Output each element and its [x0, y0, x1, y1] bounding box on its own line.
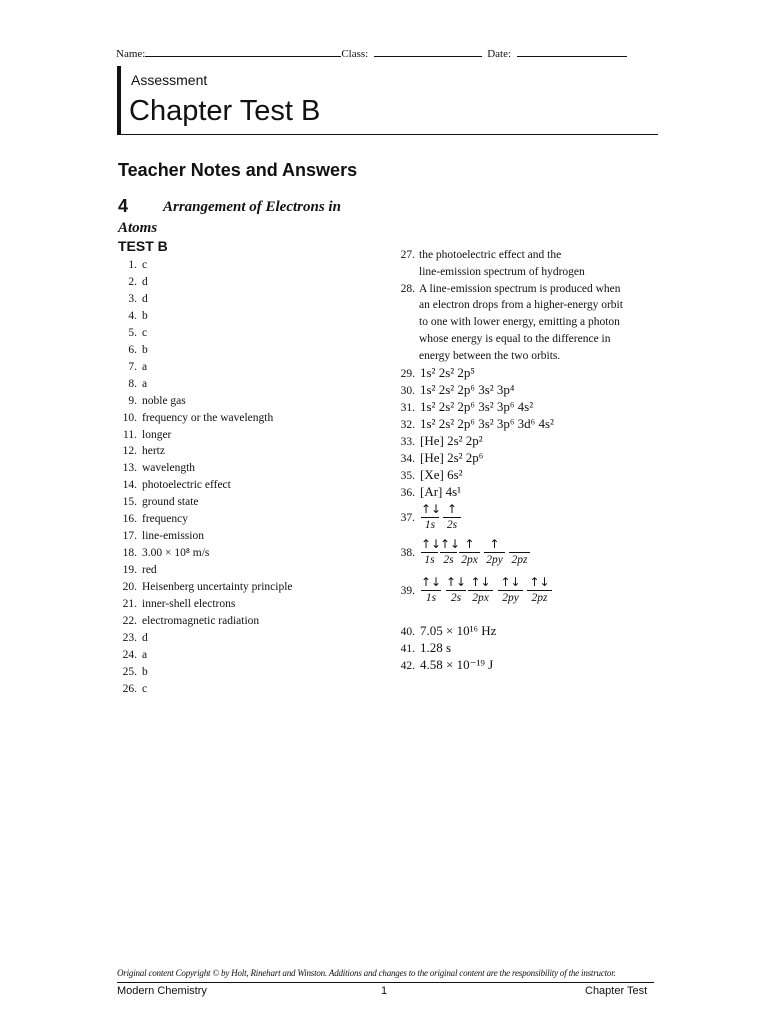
- answer-item: [118, 648, 147, 662]
- answer-text: d: [142, 275, 148, 288]
- answer-line: to one with lower energy, emitting a photon: [419, 316, 620, 329]
- answer-number: 32.: [400, 419, 415, 431]
- chapter-title: Arrangement of Electrons in: [163, 199, 341, 215]
- orbital-box: [459, 537, 480, 568]
- answer-number: 8.: [128, 377, 137, 390]
- answer-text: red: [142, 564, 157, 577]
- answer-number: 18.: [122, 547, 137, 560]
- answer-item: [397, 248, 420, 262]
- answer-number: 16.: [122, 513, 137, 526]
- answer-text: 4.58 × 10⁻¹⁹ J: [420, 657, 494, 672]
- answer-text: c: [142, 259, 148, 271]
- answer-number: 28.: [400, 282, 415, 295]
- copyright-note: Original content Copyright © by Holt, Rinehart and Winston. Additions and changes to the original content are the responsibility of the instructor.: [117, 968, 616, 978]
- answer-item: [118, 631, 148, 645]
- answer-number: 27.: [400, 249, 415, 261]
- electron-arrows: ↑↓: [468, 575, 493, 591]
- title-block: [117, 66, 658, 135]
- answer-number: 12.: [122, 445, 137, 458]
- assessment-label: Assessment: [131, 72, 208, 88]
- answer-item: [397, 383, 514, 398]
- answer-item: [397, 468, 463, 483]
- orbital-label: 1s: [424, 519, 436, 531]
- footer-book-title: Modern Chemistry: [117, 985, 207, 997]
- answer-number: 37.: [400, 512, 415, 524]
- answer-text: a: [142, 648, 148, 661]
- answer-item: [118, 377, 147, 391]
- answer-item: [118, 343, 148, 357]
- answer-text: noble gas: [142, 394, 186, 407]
- orbital-label: 2pz: [531, 592, 548, 604]
- electron-configuration: [He] 2s² 2p⁶: [420, 450, 484, 465]
- orbital-box: [527, 575, 552, 606]
- answer-text: d: [142, 292, 148, 305]
- orbital-label: 2s: [446, 519, 458, 531]
- electron-arrows: ↑↓: [440, 537, 461, 551]
- answer-item: [118, 495, 199, 509]
- electron-configuration: 1s² 2s² 2p⁶ 3s² 3p⁶ 3d⁶ 4s²: [420, 416, 554, 431]
- footer-page-number: 1: [381, 985, 388, 997]
- orbital-box: [509, 537, 530, 568]
- chapter-number: 4: [118, 196, 129, 216]
- answer-text: photoelectric effect: [142, 479, 231, 492]
- answer-item: [118, 444, 165, 458]
- answer-text: ground state: [142, 496, 199, 509]
- answer-number: 10.: [122, 411, 137, 424]
- answer-item: [118, 597, 235, 611]
- answer-item: [118, 546, 209, 560]
- electron-configuration: 1s² 2s² 2p⁵: [420, 365, 475, 380]
- answer-text: frequency or the wavelength: [142, 411, 274, 424]
- answer-item: [397, 546, 420, 560]
- class-label: Class:: [341, 48, 369, 60]
- answer-item: [118, 394, 186, 408]
- answer-item: [118, 428, 171, 442]
- footer-doc-type: Chapter Test: [585, 985, 648, 997]
- page-title: Chapter Test B: [129, 95, 321, 127]
- answer-item: [118, 563, 157, 577]
- answer-number: 31.: [400, 402, 415, 414]
- answer-number: 6.: [128, 343, 137, 356]
- answer-number: 5.: [128, 326, 137, 339]
- orbital-box: [440, 537, 461, 568]
- answer-item: [118, 614, 259, 628]
- answer-number: 13.: [122, 462, 137, 475]
- orbital-box: [421, 537, 442, 568]
- electron-arrows: [509, 537, 530, 553]
- answer-number: 26.: [122, 682, 137, 695]
- answer-item: [118, 258, 147, 272]
- answer-item: [397, 658, 493, 673]
- answer-line: A line-emission spectrum is produced when: [419, 282, 621, 295]
- orbital-box: [484, 537, 505, 568]
- electron-arrows: ↑↓: [446, 575, 467, 589]
- answer-number: 25.: [122, 665, 137, 678]
- answer-item: [118, 309, 148, 323]
- answer-item: [118, 292, 148, 306]
- answer-item: [118, 512, 188, 526]
- answer-item: [118, 326, 147, 340]
- orbital-label: 2py: [486, 554, 503, 566]
- electron-configuration: 1s² 2s² 2p⁶ 3s² 3p⁶ 4s²: [420, 399, 534, 414]
- orbital-box: [446, 575, 466, 606]
- answer-number: 33.: [400, 436, 415, 448]
- answer-item: [397, 451, 483, 466]
- answer-item: [118, 360, 147, 374]
- answer-item: [118, 275, 148, 289]
- answer-text: line-emission: [142, 530, 204, 543]
- class-blank[interactable]: [374, 46, 482, 57]
- answer-text: 3.00 × 10⁸ m/s: [142, 547, 210, 560]
- answer-line: energy between the two orbits.: [419, 349, 561, 362]
- answer-number: 24.: [122, 648, 137, 661]
- answer-item: [397, 584, 420, 598]
- test-label: TEST B: [118, 238, 168, 254]
- answer-number: 42.: [400, 660, 415, 672]
- electron-arrows: ↑: [443, 502, 461, 518]
- answer-text: wavelength: [142, 462, 196, 475]
- orbital-label: 2s: [450, 592, 462, 604]
- answer-number: 2.: [128, 275, 137, 288]
- answer-text: c: [142, 326, 148, 339]
- answer-line: an electron drops from a higher-energy orbit: [419, 299, 623, 312]
- answer-text: 1.28 s: [420, 640, 452, 655]
- orbital-label: 2px: [472, 592, 489, 604]
- answer-number: 22.: [122, 614, 137, 627]
- electron-configuration: 1s² 2s² 2p⁶ 3s² 3p⁴: [420, 382, 515, 397]
- answer-text: c: [142, 682, 148, 695]
- answer-text: hertz: [142, 445, 165, 458]
- answer-item: [118, 411, 273, 425]
- answer-number: 40.: [400, 626, 415, 638]
- electron-arrows: ↑↓: [527, 575, 552, 591]
- electron-configuration: [Ar] 4s¹: [420, 484, 462, 499]
- electron-configuration: [He] 2s² 2p²: [420, 433, 483, 448]
- electron-arrows: ↑: [484, 537, 505, 553]
- electron-arrows: ↑↓: [421, 575, 442, 589]
- answer-text: frequency: [142, 513, 188, 526]
- answer-number: 17.: [122, 530, 137, 543]
- orbital-label: 1s: [424, 554, 435, 566]
- answer-item: [397, 400, 533, 415]
- orbital-label: 2py: [502, 592, 519, 604]
- answer-number: 38.: [400, 547, 415, 559]
- answer-number: 30.: [400, 385, 415, 397]
- orbital-label: 2pz: [511, 554, 528, 566]
- answer-item: [118, 529, 204, 543]
- chapter-title-continued: Atoms: [118, 220, 158, 236]
- answer-number: 23.: [122, 631, 137, 644]
- answer-item: [397, 511, 420, 525]
- answer-number: 21.: [122, 598, 137, 610]
- answer-text: d: [142, 631, 148, 644]
- date-blank[interactable]: [517, 46, 627, 57]
- answer-text: b: [142, 343, 148, 356]
- answer-item: [118, 665, 148, 679]
- answer-line: line-emission spectrum of hydrogen: [419, 265, 585, 278]
- answer-item: [118, 580, 293, 594]
- orbital-box: [498, 575, 523, 606]
- answer-number: 9.: [128, 394, 137, 407]
- orbital-label: 2s: [443, 554, 454, 566]
- section-heading: Teacher Notes and Answers: [118, 160, 358, 180]
- answer-number: 7.: [128, 360, 137, 373]
- answer-item: [397, 624, 496, 639]
- answer-item: [397, 417, 554, 432]
- answer-number: 15.: [122, 496, 137, 509]
- orbital-box: [443, 502, 461, 533]
- electron-arrows: ↑↓: [498, 575, 523, 591]
- electron-arrows: ↑↓: [421, 502, 442, 516]
- answer-item: [397, 485, 461, 500]
- answer-item: [397, 641, 451, 656]
- answer-number: 14.: [122, 479, 137, 492]
- answer-text: 7.05 × 10¹⁶ Hz: [420, 623, 497, 638]
- answer-text: Heisenberg uncertainty principle: [142, 581, 293, 594]
- header-fields: [116, 46, 627, 60]
- electron-configuration: [Xe] 6s²: [420, 467, 463, 482]
- orbital-box: [421, 502, 442, 533]
- answer-number: 3.: [128, 292, 137, 305]
- answer-line: whose energy is equal to the difference in: [419, 333, 611, 345]
- date-label: Date:: [487, 48, 512, 60]
- answer-text: b: [142, 309, 148, 322]
- answer-item: [118, 478, 231, 492]
- answer-text: b: [142, 665, 148, 678]
- answer-text: inner-shell electrons: [142, 598, 236, 610]
- answer-number: 34.: [400, 453, 415, 465]
- answer-item: [118, 461, 195, 475]
- answer-line: the photoelectric effect and the: [419, 249, 562, 261]
- answer-text: a: [142, 377, 148, 390]
- answer-text: electromagnetic radiation: [142, 614, 260, 627]
- orbital-box: [421, 575, 441, 606]
- answer-item: [397, 434, 483, 449]
- footer-divider: [117, 982, 654, 983]
- answer-text: longer: [142, 428, 172, 441]
- answer-item: [118, 682, 147, 696]
- answer-text: a: [142, 360, 148, 373]
- orbital-label: 1s: [425, 592, 437, 604]
- answer-number: 11.: [123, 428, 137, 441]
- answer-number: 19.: [122, 564, 137, 577]
- answer-number: 20.: [122, 581, 137, 594]
- name-label: Name:: [116, 48, 146, 60]
- answer-number: 41.: [400, 643, 415, 655]
- answer-item: [397, 282, 420, 296]
- answer-number: 4.: [128, 309, 137, 322]
- answer-number: 29.: [400, 368, 415, 380]
- answer-number: 39.: [400, 585, 415, 597]
- name-blank[interactable]: [145, 46, 341, 57]
- answer-number: 35.: [400, 470, 415, 482]
- electron-arrows: ↑↓: [421, 537, 442, 551]
- electron-arrows: ↑: [459, 537, 480, 553]
- answer-item: [397, 366, 475, 381]
- orbital-box: [468, 575, 493, 606]
- orbital-label: 2px: [461, 554, 478, 566]
- answer-number: 1.: [128, 259, 137, 271]
- answer-number: 36.: [400, 487, 415, 499]
